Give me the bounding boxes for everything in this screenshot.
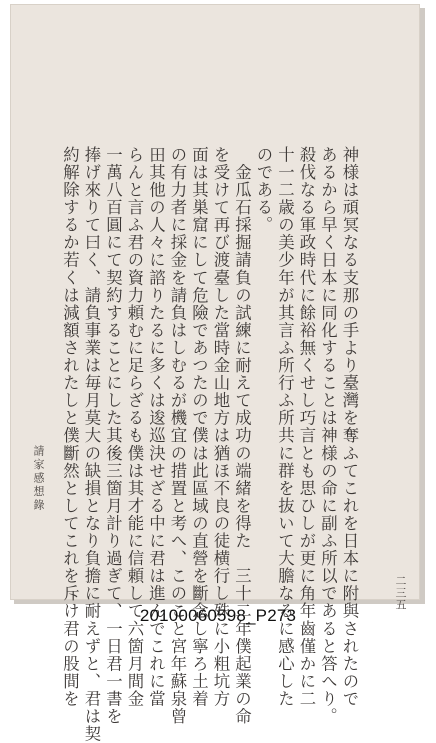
running-head: 請家感想錄 xyxy=(32,445,45,513)
text-line: の有力者に採金を請負はしむるが機宜の措置と考へ、このこと宮年蘇泉曾 xyxy=(168,146,187,726)
image-caption: 20100060598_P273 xyxy=(139,606,297,625)
page-number: 二三五 xyxy=(394,575,407,611)
text-line: のである。 xyxy=(254,146,273,234)
text-line: 面は其巣窟にして危險であつたので僕は此區域の直營を斷念し寧ろ土着 xyxy=(189,146,209,708)
text-line: 捧げ來りて曰く、請負事業は毎月莫大の缺損となり負擔に耐えずと、君は契 xyxy=(82,146,101,743)
text-line: 金瓜石採掘請負の試練に耐えて成功の端緒を得た 三十二年僕起業の命 xyxy=(232,146,252,726)
text-line: を受けて再び渡臺した當時金山地方は猶ほ不良の徒横行し殊に小粗坑方 xyxy=(211,146,230,708)
text-line: 十一二歳の美少年が其言ふ所行ふ所共に群を抜いて大膽なるに感心した xyxy=(275,146,295,708)
text-line: 神様は頑冥なる支那の手より臺灣を奪ふてこれを日本に附與されたので xyxy=(340,146,359,708)
text-line: らんと言ふ君の資力頼むに足らざるも僕は其才能に信頼して六箇月間金 xyxy=(125,146,144,708)
text-line: 約解除するか若くは減額されたしと僕斷然としてこれを斥け君の股間を xyxy=(60,146,80,708)
text-line: 田其他の人々に諮りたるに多くは逡巡決せざる中に君は進んでこれに當 xyxy=(146,146,166,708)
text-line: 一萬八百圓にて契約することにした其後三箇月計り過ぎて、一日君一書を xyxy=(103,146,123,726)
text-line: 殺伐なる軍政時代に餘裕無くせし巧言とも思ひしが更に角年齒僅かに二 xyxy=(297,146,316,708)
text-line: あるから早く日本に同化することは神様の命に副ふ所以であると答へり。 xyxy=(318,146,338,726)
